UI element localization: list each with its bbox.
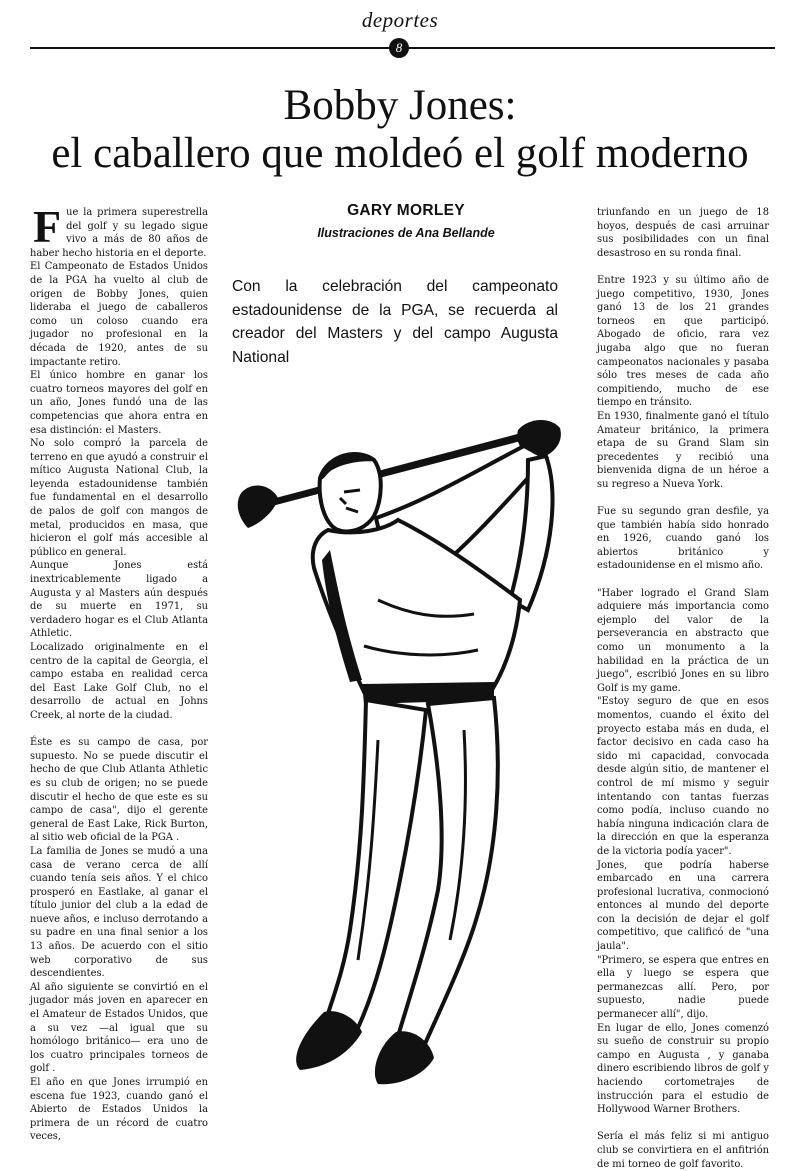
club-head <box>238 485 278 528</box>
article-paragraph: El único hombre en ganar los cuatro torneos mayores del golf en un año, Jones fundó una de las competencias que ahora entra en esa distinción: el Masters. <box>30 370 208 436</box>
golfer-torso <box>313 520 520 692</box>
article-paragraph: La familia de Jones se mudó a una casa de verano cerca de allí cuando tenía seis años. Y el chico prosperó en Eastlake, al ganar el título junior del club a la edad de nueve años, e incluso derrotando a su padre en una final senior a los 13 años. De acuerdo con el sitio web corporativo de sus descendientes. <box>30 845 208 980</box>
article-paragraph: Al año siguiente se convirtió en el jugador más joven en aparecer en el Amateur de Estados Unidos, que a su vez —al igual que su homólogo británico— era uno de los cuatro principales torneos de golf . <box>30 981 208 1075</box>
article-paragraph: El año en que Jones irrumpió en escena fue 1923, cuando ganó el Abierto de Estados Unidos la primera de un récord de cuatro veces, <box>30 1077 208 1143</box>
headline-line-1: Bobby Jones: <box>283 82 517 129</box>
article-paragraph: En lugar de ello, Jones comenzó su sueño de construir su propio campo en Augusta , y ganaba dinero escribiendo libros de golf y haciendo cortometrajes de instrucción para el estudio de Hollywood Warner Brothers. <box>597 1022 769 1116</box>
illustrator-credit: Ilustraciones de Ana Bellande <box>317 226 495 240</box>
paragraph-gap <box>597 491 769 505</box>
headline-line-2: el caballero que moldeó el golf moderno <box>51 130 749 177</box>
article-paragraph: Localizado originalmente en el centro de la capital de Georgia, el campo estaba en realidad cerca del East Lake Golf Club, no el desarrollo de actual en Johns Creek, al norte de la ciudad. <box>30 642 208 721</box>
paragraph-gap <box>597 260 769 274</box>
article-paragraph: Jones, que podría haberse embarcado en una carrera profesional lucrativa, conmocionó entonces al mundo del deporte con la decisión de dejar el golf competitivo, que calificó de "una jaula". <box>597 859 769 953</box>
article-paragraph: "Primero, se espera que entres en ella y luego se espera que permanezcas allí. Pero, por supuesto, nadie puede permanecer allí", dijo. <box>597 954 769 1021</box>
paragraph-gap <box>30 723 208 737</box>
article-paragraph: Fue su segundo gran desfile, ya que también había sido honrado en 1926, cuando ganó los abiertos británico y estadounidense en el mismo año. <box>597 506 769 572</box>
article-paragraph: El Campeonato de Estados Unidos de la PGA ha vuelto al club de origen de Bobby Jones, quien lideraba el juego de caballeros como un coloso cuando era jugador no profesional en la década de 1920, antes de su impactante retiro. <box>30 261 208 368</box>
paragraph-gap <box>597 573 769 587</box>
lede-summary: Con la celebración del campeonato estadounidense de la PGA, se recuerda al creador del Masters y del campo Augusta National <box>232 278 558 366</box>
headline <box>0 82 800 178</box>
article-paragraph: Sería el más feliz si mi antiguo club se convirtiera en el anfitrión de mi torneo de golf favorito. <box>597 1131 769 1170</box>
article-paragraph: Aunque Jones está inextricablemente ligado a Augusta y al Masters aún después de su muerte en 1971, su verdadero hogar es el Club Atlanta Athletic. <box>30 560 208 640</box>
section-name: deportes <box>361 8 439 32</box>
article-paragraph: "Haber logrado el Grand Slam adquiere más importancia como ejemplo del valor de la perseverancia en abstracto que como un monumento a la habilidad en la práctica de un juego", escribió Jones en su libro Golf is my game. <box>597 587 769 694</box>
article-paragraph: Fue la primera superestrella del golf y su legado sigue vivo a más de 80 años de haber hecho historia en el deporte. <box>30 201 208 259</box>
paragraph-gap <box>597 1117 769 1131</box>
page-number-badge: 8 <box>389 38 409 58</box>
author-byline: GARY MORLEY <box>347 202 465 219</box>
drop-cap: F <box>33 201 62 252</box>
right-column <box>597 206 769 1171</box>
article-paragraph: No solo compró la parcela de terreno en que ayudó a construir el mítico Augusta National Club, la leyenda estadounidense también fue fundamental en el desarrollo de palos de golf con mangos de metal, producidos en masa, que hicieron el golf más accesible al público en general. <box>30 438 208 558</box>
article-paragraph: triunfando en un juego de 18 hoyos, después de casi arruinar sus posibilidades con un final desastroso en su ronda final. <box>597 207 769 259</box>
article-paragraph: "Estoy seguro de que en esos momentos, cuando el éxito del proyecto estaba más en duda, el factor decisivo en cada caso ha sido mi capacidad, convocada desde algún sitio, de mantener el control de mí mismo y seguir intentando con tantas fuerzas como podía, incluso cuando no había ninguna indicación clara de la dirección en que la esperanza de la victoria podía yacer". <box>597 696 769 857</box>
section-header <box>0 0 800 70</box>
article-paragraph: En 1930, finalmente ganó el título Amateur británico, la primera etapa de su Grand Slam sin precedentes y recibió una bienvenida digna de un héroe a su regreso a Nueva York. <box>597 410 769 490</box>
left-column <box>30 201 208 1144</box>
article-paragraph: Entre 1923 y su último año de juego competitivo, 1930, Jones ganó 13 de los 21 grandes torneos en que participó. Abogado de oficio, rara vez jugaba algo que no fueran campeonatos nacionales y pasaba sólo tres meses de cada año compitiendo, mucho de ese tiempo en tránsito. <box>597 274 769 409</box>
golfer-illustration <box>228 400 568 1105</box>
golfer-left-shoe <box>296 1011 362 1070</box>
article-paragraph: Éste es su campo de casa, por supuesto. No se puede discutir el hecho de que Club Atlanta Athletic es su club de origen; no se puede discutir el hecho de que este es su campo de casa", dijo el gerente general de East Lake, Rick Burton, al sitio web oficial de la PGA . <box>30 737 208 844</box>
